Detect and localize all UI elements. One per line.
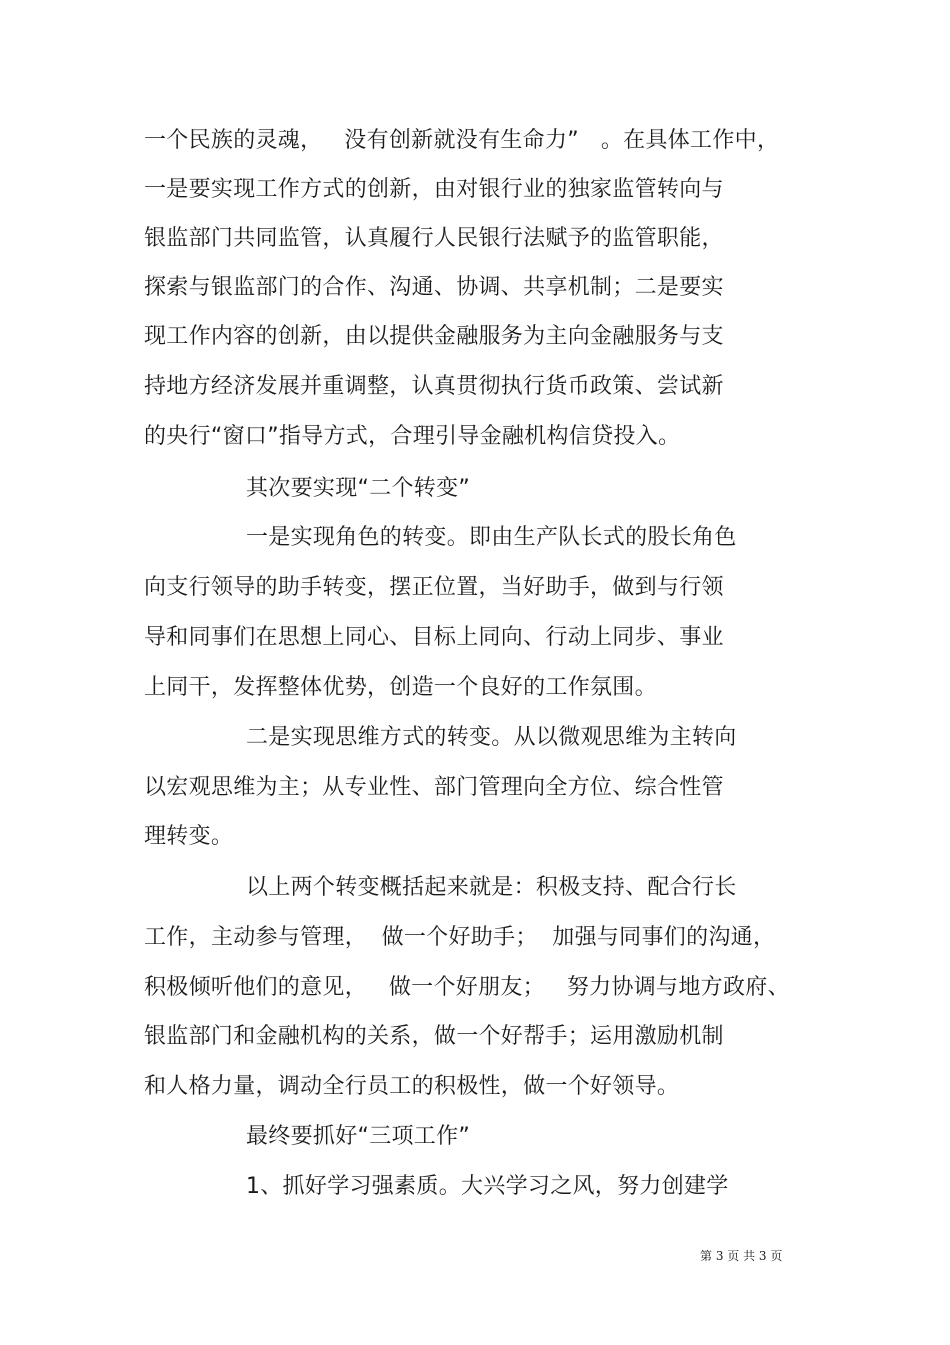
text-line-2: 一是要实现工作方式的创新，由对银行业的独家监管转向与 <box>144 177 724 202</box>
text-line-15: 理转变。 <box>144 824 234 849</box>
text-line-11: 导和同事们在思想上同心、目标上同向、行动上同步、事业 <box>144 625 724 650</box>
text-line-3: 银监部门共同监管，认真履行人民银行法赋予的监管职能， <box>144 226 724 251</box>
text-line-16: 以上两个转变概括起来就是：积极支持、配合行长 <box>246 875 737 900</box>
text-line-13: 二是实现思维方式的转变。从以微观思维为主转向 <box>246 725 737 750</box>
text-line-12: 上同干，发挥整体优势，创造一个良好的工作氛围。 <box>144 675 657 700</box>
text-line-20: 和人格力量，调动全行员工的积极性，做一个好领导。 <box>144 1074 680 1099</box>
text-line-6: 持地方经济发展并重调整，认真贯彻执行货币政策、尝试新 <box>144 374 724 399</box>
page-number-footer: 第 3 页 共 3 页 <box>700 1249 783 1263</box>
text-line-4: 探索与银监部门的合作、沟通、协调、共享机制；二是要实 <box>144 275 724 300</box>
text-line-14: 以宏观思维为主；从专业性、部门管理向全方位、综合性管 <box>144 775 724 800</box>
section-heading-three-tasks: 最终要抓好“三项工作” <box>246 1124 471 1149</box>
text-line-17: 工作，主动参与管理， 做一个好助手； 加强与同事们的沟通， <box>144 925 776 950</box>
text-line-22: 1、抓好学习强素质。大兴学习之风，努力创建学 <box>246 1174 729 1199</box>
text-line-1: 一个民族的灵魂， 没有创新就没有生命力” 。在具体工作中， <box>144 128 780 153</box>
text-line-19: 银监部门和金融机构的关系，做一个好帮手；运用激励机制 <box>144 1024 724 1049</box>
text-line-10: 向支行领导的助手转变，摆正位置，当好助手，做到与行领 <box>144 575 724 600</box>
text-line-9: 一是实现角色的转变。即由生产队长式的股长角色 <box>246 525 737 550</box>
text-line-7: 的央行“窗口”指导方式，合理引导金融机构信贷投入。 <box>144 424 681 449</box>
text-line-18: 积极倾听他们的意见， 做一个好朋友； 努力协调与地方政府、 <box>144 975 790 1000</box>
section-heading-two-changes: 其次要实现“二个转变” <box>246 476 471 501</box>
text-line-5: 现工作内容的创新，由以提供金融服务为主向金融服务与支 <box>144 324 724 349</box>
